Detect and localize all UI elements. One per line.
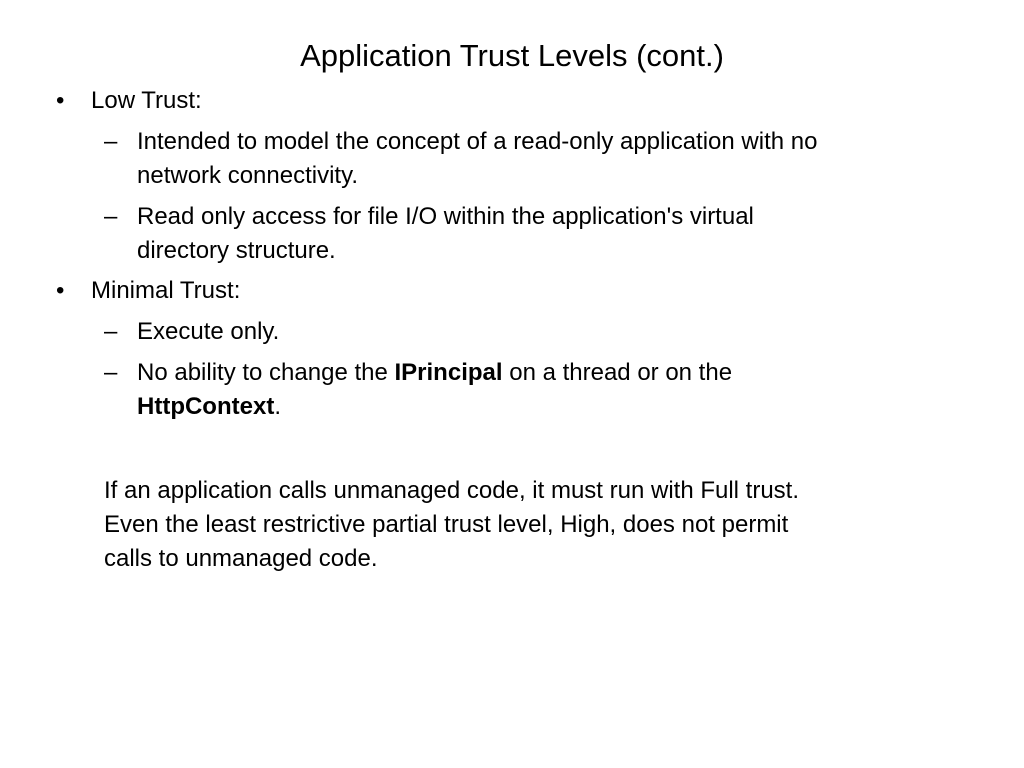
low-trust-item-2-line-1: Read only access for file I/O within the application's virtual: [137, 203, 754, 230]
minimal-trust-item-2-line-1: [137, 356, 1024, 390]
minimal-trust-label: Minimal Trust:: [91, 277, 241, 304]
bullet-glyph: •: [56, 87, 65, 114]
text-after: .: [274, 393, 281, 420]
minimal-trust-item-2: [0, 356, 1024, 424]
low-trust-item-1: [0, 125, 1024, 193]
note-line-3: calls to unmanaged code.: [104, 545, 378, 572]
text-middle: on a thread or on the: [502, 359, 733, 386]
dash-glyph: –: [104, 318, 118, 345]
low-trust-item-2: [0, 200, 1024, 268]
bullet-glyph: •: [56, 277, 65, 304]
dash-glyph: –: [104, 203, 118, 230]
note-line-2: Even the least restrictive partial trust level, High, does not permit: [104, 511, 789, 538]
dash-glyph: –: [104, 359, 118, 386]
httpcontext-term: HttpContext: [137, 393, 275, 420]
iprincipal-term: IPrincipal: [394, 359, 503, 386]
bullet-minimal-trust: [0, 274, 1024, 308]
bullet-low-trust: [0, 84, 1024, 118]
slide-content: [0, 84, 1024, 424]
minimal-trust-item-1-line-1: Execute only.: [137, 318, 280, 345]
minimal-trust-item-2-line-2: [137, 390, 1024, 424]
note-line-1: If an application calls unmanaged code, it must run with Full trust.: [104, 477, 800, 504]
slide-title: Application Trust Levels (cont.): [300, 38, 724, 73]
text-before: No ability to change the: [137, 359, 395, 386]
low-trust-item-2-line-2: directory structure.: [137, 237, 336, 264]
unmanaged-code-note: [104, 474, 799, 576]
low-trust-item-1-line-2: network connectivity.: [137, 162, 358, 189]
low-trust-item-1-line-1: Intended to model the concept of a read-only application with no: [137, 128, 818, 155]
dash-glyph: –: [104, 128, 118, 155]
minimal-trust-item-1: [0, 315, 1024, 349]
low-trust-label: Low Trust:: [91, 87, 202, 114]
